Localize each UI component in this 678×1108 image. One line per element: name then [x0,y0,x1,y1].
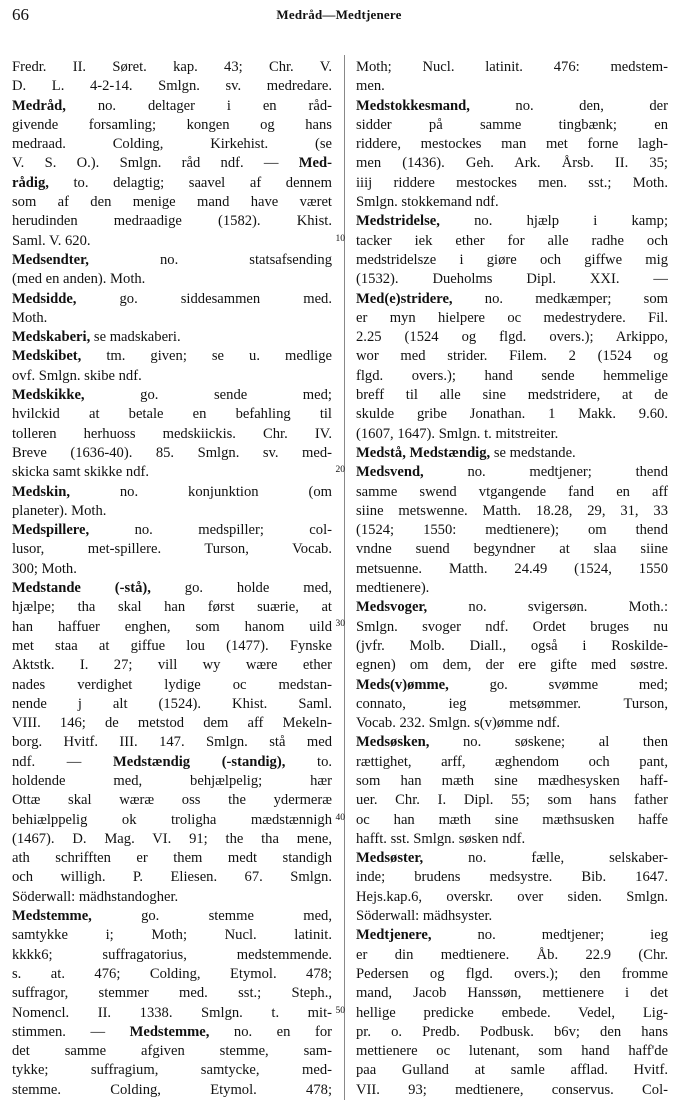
line-text: Moth; Nucl. latinit. 476: medstem- [356,59,668,75]
text-line [12,290,332,309]
line-text: tykke; suffragium, samtycke, med- [12,1062,332,1079]
line-text: no. den, der [469,97,668,114]
text-line [12,714,332,733]
entry-headword: Medsvend, [356,464,424,481]
text-line [356,811,668,830]
text-line [356,1081,668,1100]
entry-headword: Medskikke, [12,387,85,404]
line-text: VIII. 146; de metstod dem aff Mekeln- [12,715,332,732]
line-text: hjælpe; tha skal han først suærie, at [12,599,332,616]
text-line [12,521,332,540]
entry-headword: Medstemme, [129,1023,210,1040]
text-line [12,984,332,1003]
line-text: metsuenne. Matth. 24.49 (1524, 1550 [356,560,668,577]
text-line [12,116,332,135]
line-text: se medstande. [490,444,576,461]
line-text: planeter). Moth. [12,502,107,519]
text-line [356,328,668,347]
text-line [356,290,668,309]
page-number: 66 [12,5,29,24]
entry-headword: Med(e)stridere, [356,290,453,307]
text-line [356,425,668,444]
line-text: tacker iek ether for alle radhe och [356,232,668,249]
text-line [12,1023,332,1042]
line-text: holdende med, behjælpelig; hær [12,772,332,789]
text-line [356,232,668,251]
text-line [356,154,668,173]
line-text: no. medtjener; thend [423,464,668,481]
text-line [356,521,668,540]
text-line [356,695,668,714]
right-column [356,58,668,1100]
text-line [12,540,332,559]
line-text: to. delagtig; saavel af dennem [48,174,332,191]
text-line [356,347,668,366]
line-number: 20 [335,465,345,475]
text-line [12,58,332,77]
line-text: Aktstk. I. 27; vill wy wære ether [12,657,332,674]
text-line [356,367,668,386]
line-text: kkkk6; suffragatorius, medstemmende. [12,946,332,963]
line-text: egnen) om dem, der ere gifte med søstre. [356,657,668,674]
text-line [356,907,668,926]
line-text: Smlgn. stokkemand ndf. [356,194,499,211]
entry-headword: Medskin, [12,483,70,500]
text-line [12,425,332,444]
text-line [356,618,668,637]
text-line [12,618,332,637]
line-text: Söderwall: mädhstandogher. [12,888,179,905]
line-text: ndf. — [12,753,114,770]
text-line [356,1004,668,1023]
text-line [12,926,332,945]
text-line [356,772,668,791]
line-text: inde; brudens medsystre. Bib. 1647. [356,869,668,886]
text-line [356,637,668,656]
text-line [12,251,332,270]
text-line [12,174,332,193]
text-line [356,965,668,984]
entry-headword: Medsøsken, [356,734,430,751]
line-text: no. fælle, selskaber- [423,850,668,867]
text-line [12,232,332,251]
entry-headword: Medstændig (-standig), [113,753,286,770]
entry-headword: Medstande (-stå), [12,580,151,597]
text-line [12,77,332,96]
text-line [356,193,668,212]
line-text: givende forsamling; kongen og hans [12,116,332,133]
line-text: men (1436). Geh. Ark. Årsb. II. 35; [356,155,668,172]
text-line [12,154,332,173]
line-text: iiij riddere mestockes men. sst.; Moth. [356,174,668,191]
line-text: Söderwall: mädhsyster. [356,908,493,925]
line-text: ovf. Smlgn. skibe ndf. [12,367,142,384]
text-line [12,212,332,231]
line-text: riddere, mestockes man met forne lagh- [356,136,668,153]
line-text: oc han mæth sine mæthsusken haffe [356,811,668,828]
entry-headword: Medstridelse, [356,213,440,230]
line-text: Fredr. II. Søret. kap. 43; Chr. V. [12,59,332,75]
text-line [12,907,332,926]
line-text: lusor, met-spillere. Turson, Vocab. [12,541,332,558]
text-line [356,791,668,810]
line-text: det samme afgiven stemme, sam- [12,1043,332,1060]
text-line [12,946,332,965]
text-line [356,174,668,193]
line-text: tm. given; se u. medlige [81,348,332,365]
line-text: met staa at giffue lou (1477). Fynske [12,637,332,654]
line-text: no. medspiller; col- [89,522,332,539]
line-text: medraad. Colding, Kirkehist. (se [12,136,332,153]
text-line [12,695,332,714]
text-line [12,868,332,887]
line-text: to. [285,753,332,770]
line-text: no. statsafsending [88,251,332,268]
text-line [12,193,332,212]
entry-headword: Medråd, [12,97,66,114]
text-line [12,386,332,405]
line-text: skulde gribe Jonathan. 1 Makk. 9.60. [356,406,668,423]
text-line [12,811,332,830]
text-line [356,868,668,887]
text-line [356,502,668,521]
text-line [356,946,668,965]
text-line [356,1023,668,1042]
text-line [12,483,332,502]
line-text: no. en for [209,1023,332,1040]
line-text: 2.25 (1524 og flgd. overs.); Arkippo, [356,329,668,346]
line-text: no. medtjener; ieg [431,927,668,944]
line-text: medstridelsze i giøre och giffwe mig [356,251,668,268]
running-head: Medråd—Medtjenere [276,7,402,22]
line-text: go. stemme med, [91,908,332,925]
text-line [356,116,668,135]
line-text: siine metswenne. Matth. 18.28, 29, 31, 33 [356,502,668,519]
line-number: 40 [335,813,345,823]
text-line [12,849,332,868]
text-line [356,926,668,945]
line-text: no. medkæmper; som [452,290,668,307]
line-text: Breve (1636-40). 85. Smlgn. sv. med- [12,444,332,461]
line-text: no. konjunktion (om [69,483,332,500]
line-text: Ottæ skal wæræ oss the ydermeræ [12,792,332,809]
column-divider [344,55,345,1100]
line-text: er din medtienere. Åb. 22.9 (Chr. [356,946,668,963]
line-text: connato, ieg metsømmer. Turson, [356,695,668,712]
text-line [12,598,332,617]
line-text: paa Gulland at samle afflad. Hvitf. [356,1062,668,1079]
line-text: go. holde med, [150,580,332,597]
line-text: Nomencl. II. 1338. Smlgn. t. mit- [12,1004,332,1021]
text-line [12,347,332,366]
entry-headword: Medstemme, [12,908,92,925]
text-line [12,965,332,984]
entry-headword: Medsøster, [356,850,424,867]
line-text: han haffuer enghen, som hanom uild [12,618,332,635]
text-line [356,888,668,907]
line-text: behiælppelig ok troligha mædstænnigh [12,811,332,828]
line-text: breff til alle sine medstridere, at de [356,387,668,404]
text-line [356,444,668,463]
text-line [356,540,668,559]
text-line [356,598,668,617]
line-text: no. deltager i en råd- [65,97,332,114]
text-line [12,97,332,116]
line-text: pr. o. Predb. Podbusk. b6v; den hans [356,1023,668,1040]
text-line [12,135,332,154]
page-header [0,0,678,30]
line-text: (med en anden). Moth. [12,271,146,288]
line-text: sidder på samme tingbænk; en [356,116,668,133]
text-line [12,1081,332,1100]
entry-headword: Medsvoger, [356,599,428,616]
line-text: se madskaberi. [90,329,181,346]
line-number: 30 [335,619,345,629]
entry-headword: Medspillere, [12,522,90,539]
line-text: skicka samt skikke ndf. [12,464,149,481]
text-line [12,309,332,328]
line-text: herudinden medraadige (1582). Khist. [12,213,332,230]
entry-headword: Medskibet, [12,348,82,365]
line-text: mettienere oc lutenant, som hand haff'de [356,1043,668,1060]
text-line [356,251,668,270]
text-line [12,888,332,907]
text-line [356,212,668,231]
line-text: stimmen. — [12,1023,130,1040]
line-text: V. S. O.). Smlgn. råd ndf. — [12,155,299,172]
text-line [356,135,668,154]
line-text: er myn hielpere oc medestrydere. Fil. [356,309,668,326]
line-text: uer. Chr. I. Dipl. 55; som hans father [356,792,668,809]
text-line [356,676,668,695]
text-line [12,579,332,598]
line-text: Smlgn. svoger ndf. Ordet bruges nu [356,618,668,635]
text-line [356,483,668,502]
text-line [12,676,332,695]
line-text: som af den menige mand have været [12,194,332,211]
line-text: 300; Moth. [12,560,77,577]
line-text: (1607, 1647). Smlgn. t. mitstreiter. [356,425,559,442]
text-line [12,772,332,791]
line-text: go. svømme med; [448,676,668,693]
text-line [356,560,668,579]
text-line [356,270,668,289]
text-line [12,1004,332,1023]
line-text: s. at. 476; Colding, Etymol. 478; [12,965,332,982]
text-line [356,58,668,77]
line-text: (1467). D. Mag. VI. 91; the tha mene, [12,830,332,847]
text-line [356,984,668,1003]
line-text: no. søskene; al then [429,734,668,751]
text-line [356,714,668,733]
text-line [356,309,668,328]
text-line [12,733,332,752]
text-line [356,579,668,598]
text-line [356,463,668,482]
entry-headword: rådig, [12,174,49,191]
text-line [12,753,332,772]
text-line [12,502,332,521]
line-text: vndne suend begyndner at slaa siine [356,541,668,558]
text-line [356,1042,668,1061]
text-line [356,97,668,116]
line-text: Pedersen og flgd. overs.); den fromme [356,965,668,982]
line-text: som han mæth sine mædhesysken haff- [356,772,668,789]
text-line [356,405,668,424]
text-line [12,328,332,347]
line-text: hafft. sst. Smlgn. søsken ndf. [356,830,526,847]
entry-headword: Med- [298,155,332,172]
entry-headword: Medstokkesmand, [356,97,470,114]
line-text: medtienere). [356,580,430,597]
text-line [12,830,332,849]
line-text: (1524; 1550: medtienere); om thend [356,522,668,539]
entry-headword: Medskaberi, [12,329,91,346]
line-number: 10 [335,234,345,244]
line-text: ath schrifften er them medt standigh [12,850,332,867]
text-line [356,849,668,868]
text-line [12,560,332,579]
text-line [356,1061,668,1080]
text-line [12,1042,332,1061]
line-number: 50 [335,1006,345,1016]
entry-headword: Medsendter, [12,251,89,268]
line-text: rættighet, arff, æghendom och pant, [356,753,668,770]
text-line [12,444,332,463]
line-text: (jvfr. Molb. Diall., også i Roskilde- [356,637,668,654]
line-text: go. sende med; [84,387,332,404]
line-text: VII. 93; medtienere, conservus. Col- [356,1081,668,1098]
line-text: Saml. V. 620. [12,232,91,249]
text-line [356,830,668,849]
line-text: samme swend vtgangende fand en aff [356,483,668,500]
text-line [12,656,332,675]
line-text: borg. Hvitf. III. 147. Smlgn. stå med [12,734,332,751]
text-line [12,637,332,656]
line-text: hvilckid at betale en befahling til [12,406,332,423]
entry-headword: Medsidde, [12,290,77,307]
line-text: no. svigersøn. Moth.: [427,599,668,616]
entry-headword: Medtjenere, [356,927,432,944]
line-text: Hejs.kap.6, overskr. over siden. Smlgn. [356,888,668,905]
line-text: stemme. Colding, Etymol. 478; [12,1081,332,1098]
entry-headword: Meds(v)ømme, [356,676,449,693]
text-line [356,753,668,772]
line-text: mand, Jacob Hanssøn, mettienere i det [356,985,668,1002]
line-text: go. siddesammen med. [76,290,332,307]
entry-headword: Medstå, Medstændig, [356,444,491,461]
line-text: flgd. overs.); hand sende hemmelige [356,367,668,384]
text-line [356,656,668,675]
line-text: suffragor, stemmer med. sst.; Steph., [12,985,332,1002]
text-line [12,463,332,482]
line-text: nende j alt (1524). Khist. Saml. [12,695,332,712]
line-text: (1532). Dueholms Dipl. XXI. — [356,271,668,288]
line-text: men. [356,78,385,95]
line-text: wor med strider. Filem. 2 (1524 og [356,348,668,365]
left-column [12,58,332,1100]
line-text: tolleren herhuoss medskiickis. Chr. IV. [12,425,332,442]
line-text: hellige predicke embede. Vedel, Lig- [356,1004,668,1021]
line-text: Vocab. 232. Smlgn. s(v)ømme ndf. [356,715,561,732]
line-text: no. hjælp i kamp; [439,213,668,230]
text-line [12,405,332,424]
line-text: och willigh. P. Eliesen. 67. Smlgn. [12,869,332,886]
line-text: Moth. [12,309,48,326]
text-line [12,1061,332,1080]
text-line [12,270,332,289]
text-line [356,77,668,96]
text-line [12,791,332,810]
line-text: nades verdighet lydige oc medstan- [12,676,332,693]
text-line [356,733,668,752]
text-line [12,367,332,386]
line-text: samtykke i; Moth; Nucl. latinit. [12,927,332,944]
text-line [356,386,668,405]
line-text: D. L. 4-2-14. Smlgn. sv. medredare. [12,78,332,95]
